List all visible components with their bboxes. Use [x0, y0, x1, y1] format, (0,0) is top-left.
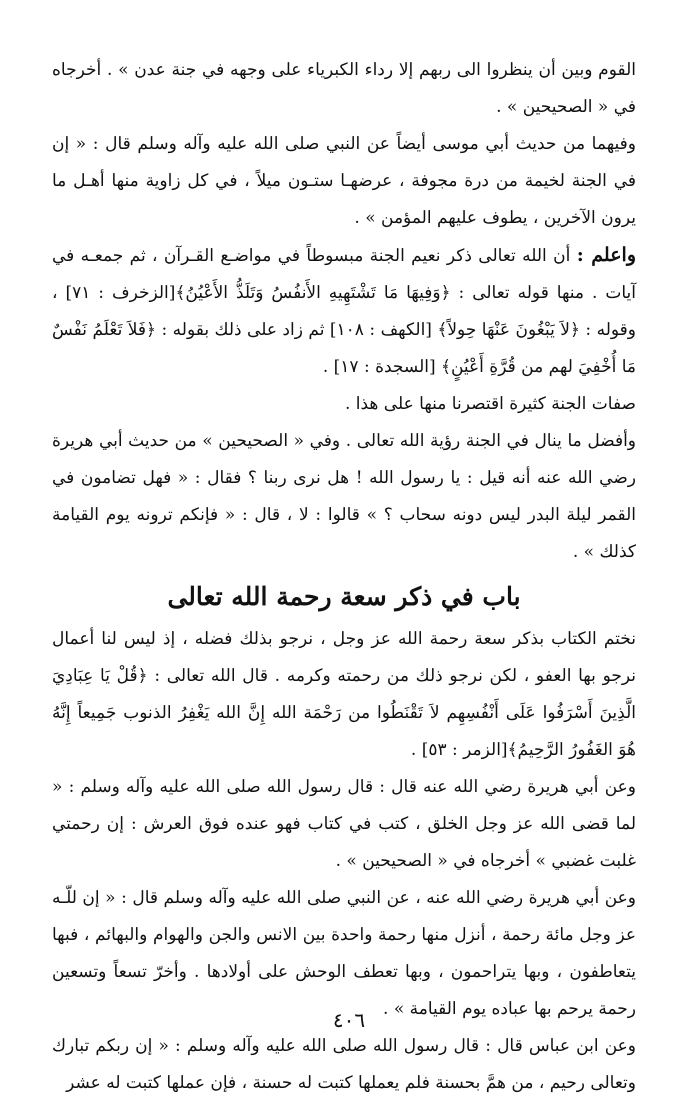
paragraph-text: صفات الجنة كثيرة اقتصرنا منها على هذا . — [344, 394, 636, 414]
paragraph-adn-hadith — [52, 52, 636, 126]
paragraph-hundred-mercies — [52, 880, 636, 1028]
paragraph-tent-hadith — [52, 126, 636, 237]
paragraph-seeing-allah — [52, 423, 636, 571]
paragraph-closing-book — [52, 621, 636, 769]
paragraph-text: وأفضل ما ينال في الجنة رؤية الله تعالى . وفي « الصحيحين » من حديث أبي هريرة رضي الله عنه أنه قيل : يا رسول الله ! هل نرى ربنا ؟ فقال : « فهل تضامون في القمر ليلة البدر ليس دونه سحاب ؟ » قالوا : لا ، قال : « فإنكم ترونه يوم القيامة كذلك » . — [52, 431, 636, 562]
paragraph-attributes — [52, 386, 636, 423]
paragraph-know-bliss — [52, 237, 636, 386]
paragraph-ibn-abbas — [52, 1028, 636, 1102]
paragraph-lead-word: واعلم : — [576, 244, 636, 266]
paragraph-mercy-prevails — [52, 769, 636, 880]
section-heading: باب في ذكر سعة رحمة الله تعالى — [167, 582, 521, 611]
paragraph-text: نختم الكتاب بذكر سعة رحمة الله عز وجل ، نرجو بذلك فضله ، إذ ليس لنا أعمال نرجو بها العفو ، لكن نرجو ذلك من رحمته وكرمه . قال الله تعالى : ﴿قُلْ يَا عِبَادِيَ الَّذِينَ أَسْرَفُوا عَلَى أَنْفُسِهِم لاَ تَقْنَطُوا من رَحْمَة الله إِنَّ الله يَغْفِرُ الذنوب جَمِيعاً إِنَّهُ هُوَ الغَفُورُ الرَّحِيمُ﴾[الزمر : ٥٣] . — [52, 629, 636, 760]
paragraph-text: أن الله تعالى ذكر نعيم الجنة مبسوطاً في مواضـع القـرآن ، ثم جمعـه في آيات . منها قوله تعالى : ﴿وَفِيهَا مَا تَشْتَهِيهِ الأَنفُسُ وَتَلَذُّ الأَعْيُنُ﴾[الزخرف : ٧١] ، وقوله : ﴿لاَ يَبْغُونَ عَنْهَا حِولاً﴾ [الكهف : ١٠٨] ثم زاد على ذلك بقوله : ﴿فَلاَ تَعْلَمُ نَفْسٌ مَا أُخْفِيَ لهم من قُرَّةِ أَعْيُنٍ﴾ [السجدة : ١٧] . — [52, 246, 637, 377]
page-number: ٤٠٦ — [332, 1008, 366, 1032]
paragraph-text: القوم وبين أن ينظروا الى ربهم إلا رداء الكبرياء على وجهه في جنة عدن » . أخرجاه في « الصحيحين » . — [52, 60, 636, 117]
paragraph-text: وفيهما من حديث أبي موسى أيضاً عن النبي صلى الله عليه وآله وسلم قال : « إن في الجنة لخيمة من درة مجوفة ، عرضهـا ستـون ميلاً ، في كل زاوية منها أهـل ما يرون الآخرين ، يطوف عليهم المؤمن » . — [52, 134, 636, 228]
paragraph-text: وعن ابن عباس قال : قال رسول الله صلى الله عليه وآله وسلم : « إن ربكم تبارك وتعالى رحيم ، من همَّ بحسنة فلم يعملها كتبت له حسنة ، فإن عملها كتبت له عشر — [52, 1036, 636, 1093]
paragraph-text: وعن أبي هريرة رضي الله عنه قال : قال رسول الله صلى الله عليه وآله وسلم : « لما قضى الله عز وجل الخلق ، كتب في كتاب فهو عنده فوق العرش : إن رحمتي غلبت غضبي » أخرجاه في « الصحيحين » . — [52, 777, 636, 871]
paragraph-text: وعن أبي هريرة رضي الله عنه ، عن النبي صلى الله عليه وآله وسلم قال : « إن للّـه عز وجل مائة رحمة ، أنزل منها رحمة واحدة بين الانس والجن والهوام والبهائم ، فبها يتعاطفون ، وبها يتراحمون ، وبها تعطف الوحش على أولادها . وأخرّ تسعاً وتسعين رحمة يرحم بها عباده يوم القيامة » . — [52, 888, 636, 1019]
